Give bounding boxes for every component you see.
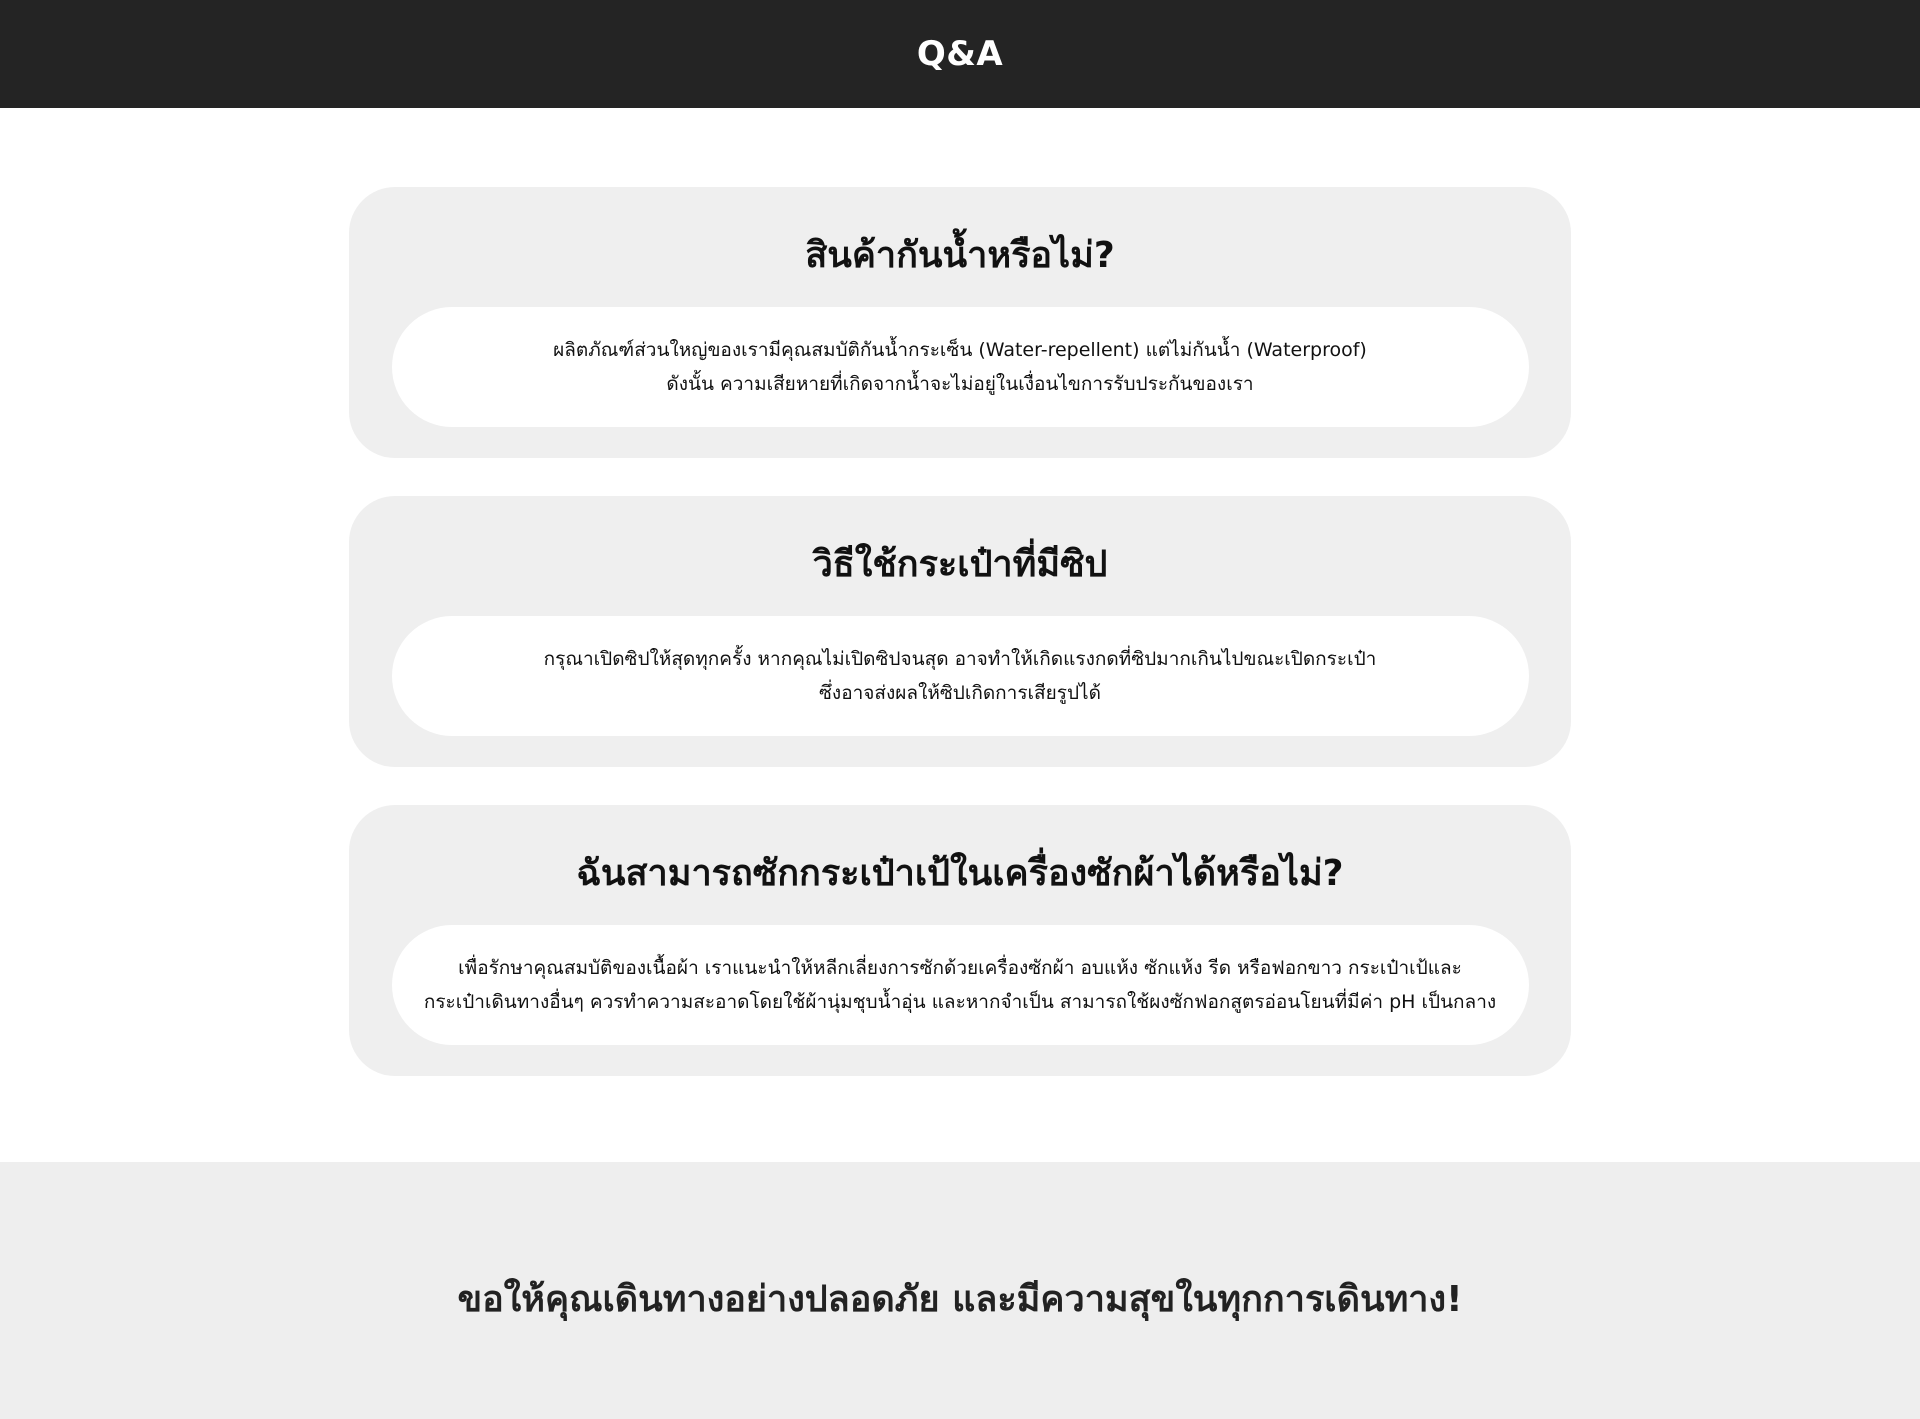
page-header xyxy=(0,0,1920,108)
faq-question: วิธีใช้กระเป๋าที่มีซิป xyxy=(812,544,1108,585)
faq-card-zipper xyxy=(349,496,1571,767)
faq-question: สินค้ากันน้ำหรือไม่? xyxy=(805,235,1115,276)
faq-question: ฉันสามารถซักกระเป๋าเป้ในเครื่องซักผ้าได้หรือไม่? xyxy=(576,853,1344,894)
faq-answer xyxy=(392,307,1529,427)
faq-answer-text: เพื่อรักษาคุณสมบัติของเนื้อผ้า เราแนะนำให้หลีกเลี่ยงการซักด้วยเครื่องซักผ้า อบแห้ง ซักแห้ง รีด หรือฟอกขาว กระเป๋าเป้และ กระเป๋าเดินทางอื่นๆ ควรทำความสะอาดโดยใช้ผ้านุ่มชุบน้ำอุ่น และหากจำเป็น สามารถใช้ผงซักฟอกสูตรอ่อนโยนที่มีค่า pH เป็นกลาง xyxy=(423,957,1497,1013)
faq-answer xyxy=(392,925,1529,1045)
page-title: Q&A xyxy=(916,34,1004,74)
faq-list xyxy=(349,187,1571,1076)
faq-answer-text: ผลิตภัณฑ์ส่วนใหญ่ของเรามีคุณสมบัติกันน้ำกระเซ็น (Water-repellent) แต่ไม่กันน้ำ (Waterproof) ดังนั้น ความเสียหายที่เกิดจากน้ำจะไม่อยู่ในเงื่อนไขการรับประกันของเรา xyxy=(553,339,1367,395)
faq-card-washing xyxy=(349,805,1571,1076)
faq-answer xyxy=(392,616,1529,736)
faq-card-waterproof xyxy=(349,187,1571,458)
footer-message: ขอให้คุณเดินทางอย่างปลอดภัย และมีความสุขในทุกการเดินทาง! xyxy=(457,1279,1463,1320)
faq-answer-text: กรุณาเปิดซิปให้สุดทุกครั้ง หากคุณไม่เปิดซิปจนสุด อาจทำให้เกิดแรงกดที่ซิปมากเกินไปขณะเปิดกระเป๋า ซึ่งอาจส่งผลให้ซิปเกิดการเสียรูปได้ xyxy=(543,648,1377,704)
page-footer xyxy=(0,1162,1920,1419)
